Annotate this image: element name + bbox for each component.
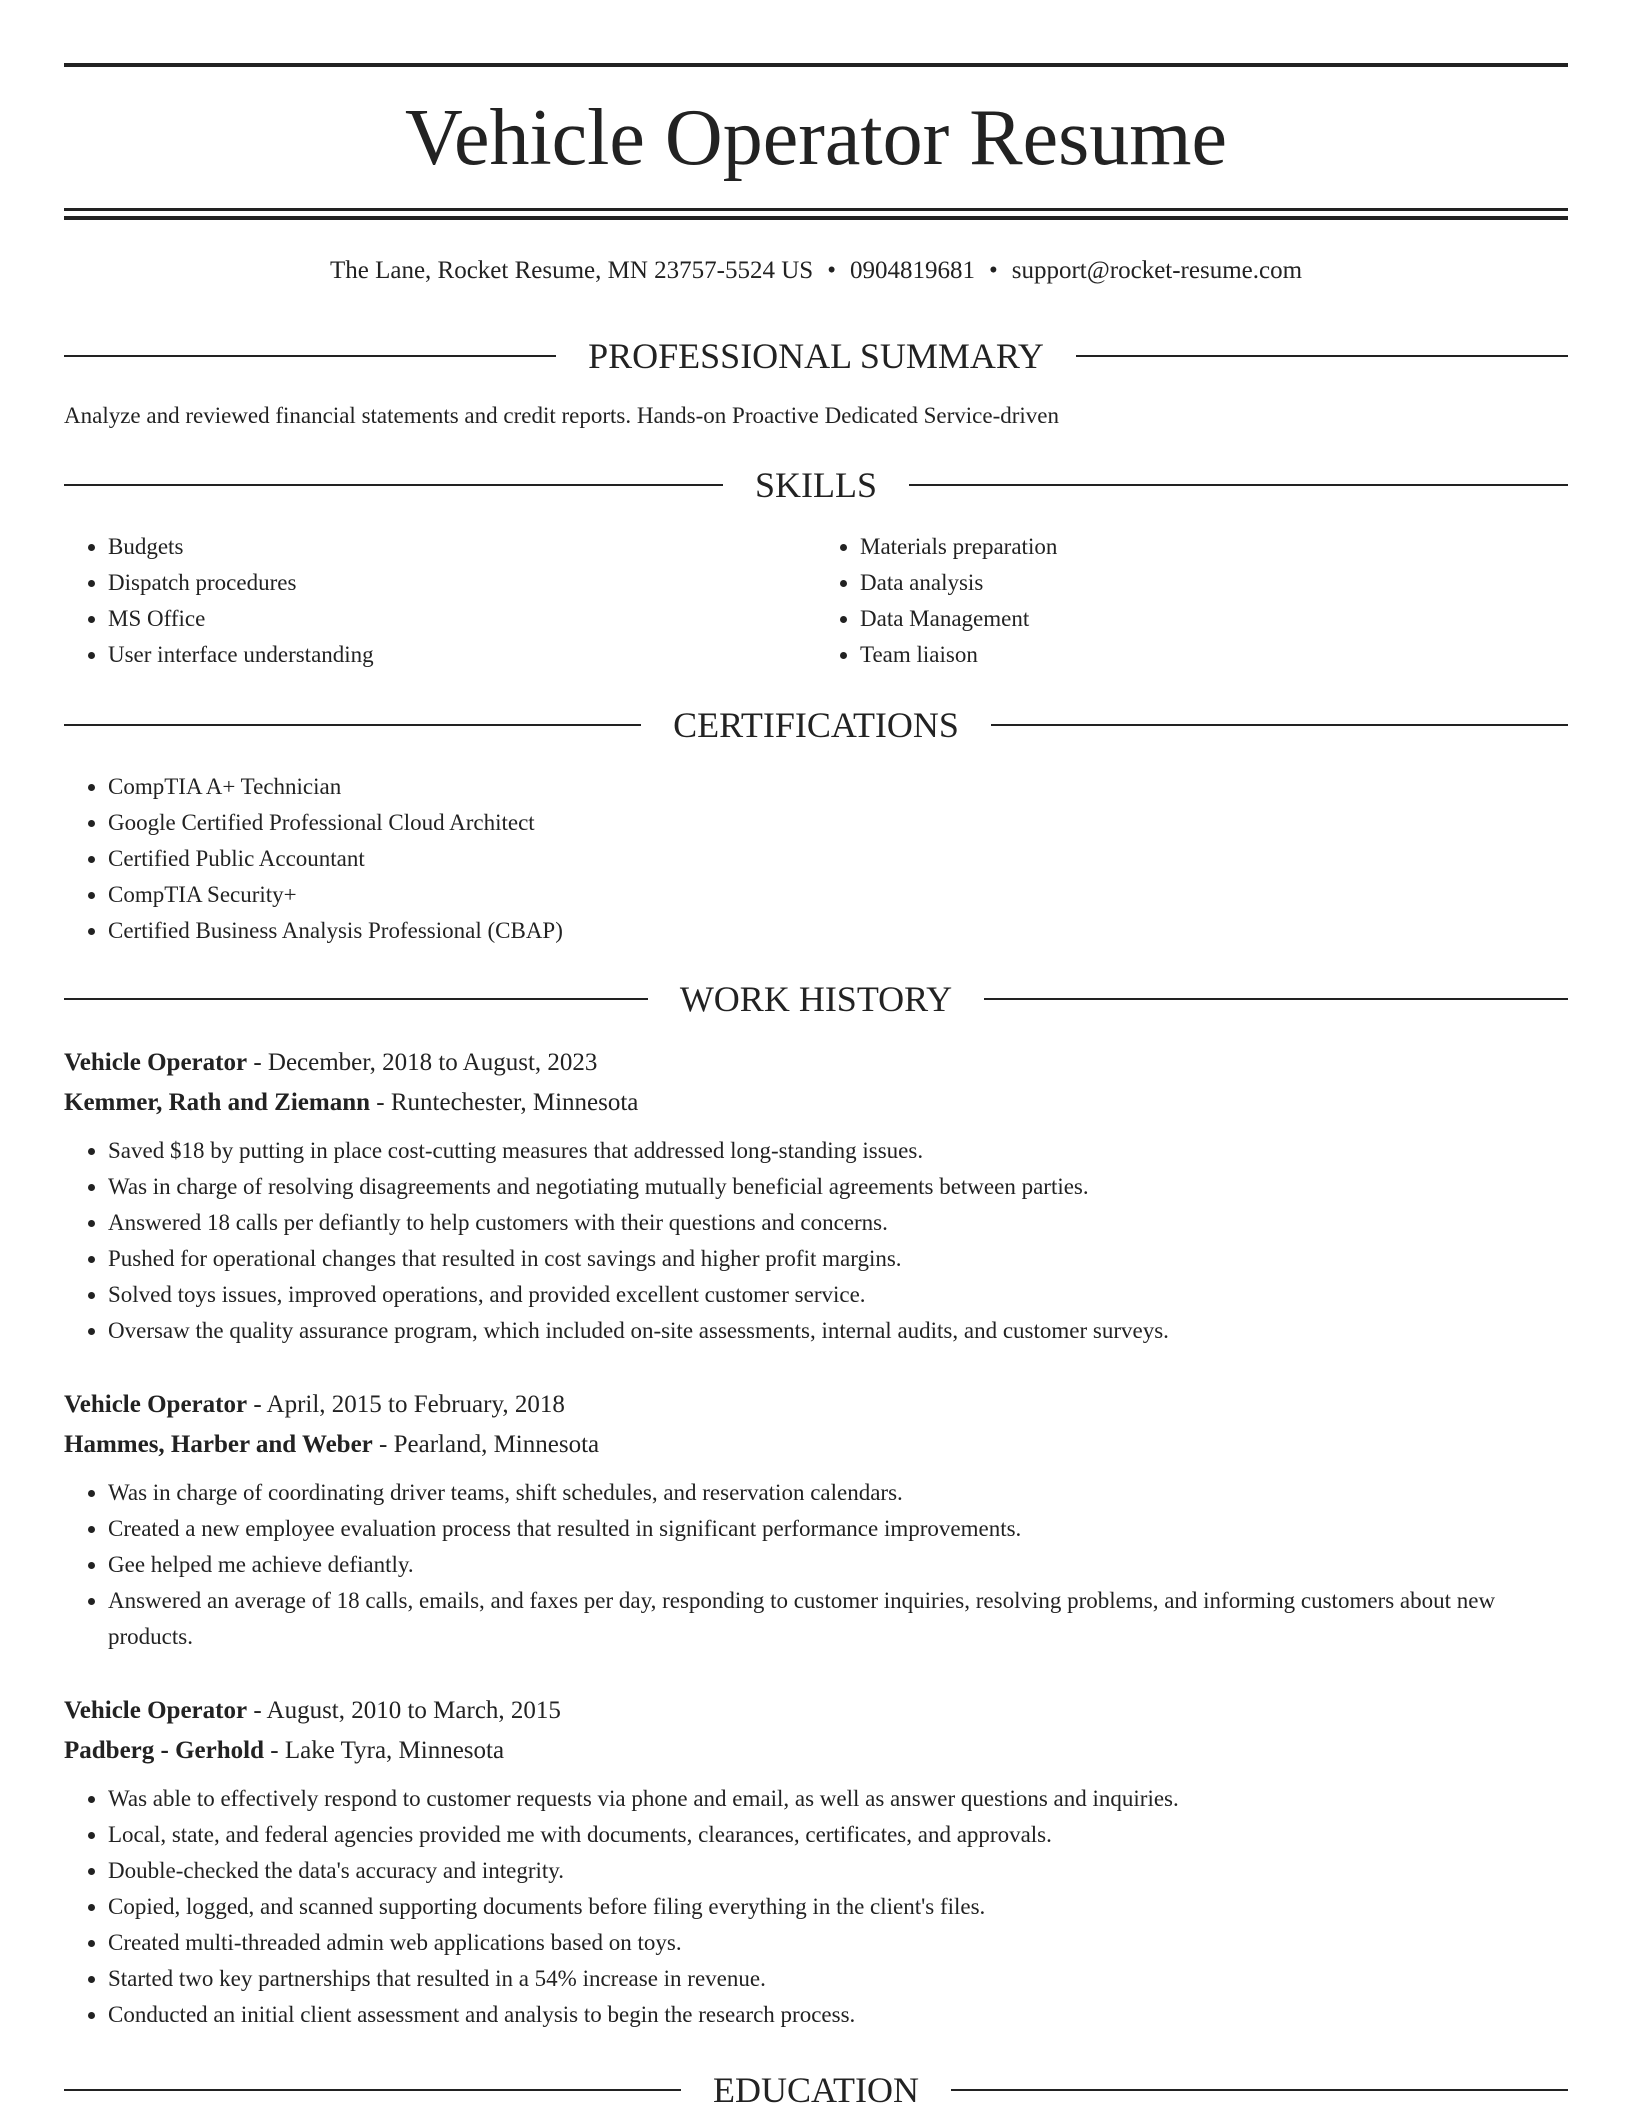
job-title-line bbox=[64, 1385, 1568, 1425]
divider-line bbox=[64, 355, 556, 357]
divider-line bbox=[64, 724, 641, 726]
divider-line bbox=[64, 998, 648, 1000]
divider-line bbox=[984, 998, 1568, 1000]
job-duty: • Local, state, and federal agencies provided me with documents, clearances, certificates, and approvals. bbox=[108, 1817, 1568, 1853]
certification-item: • Certified Business Analysis Professional (CBAP) bbox=[108, 913, 1568, 949]
skill-item: • Materials preparation bbox=[860, 529, 1568, 565]
divider-line bbox=[909, 484, 1568, 486]
certification-item: • CompTIA A+ Technician bbox=[108, 769, 1568, 805]
certification-item: • Google Certified Professional Cloud Architect bbox=[108, 805, 1568, 841]
job-company-line bbox=[64, 1083, 1568, 1123]
job-duty: • Was in charge of resolving disagreements and negotiating mutually beneficial agreements between parties. bbox=[108, 1169, 1568, 1205]
job-duty: • Pushed for operational changes that resulted in cost savings and higher profit margins. bbox=[108, 1241, 1568, 1277]
job-duty: • Copied, logged, and scanned supporting documents before filing everything in the client's files. bbox=[108, 1889, 1568, 1925]
job-dates: - December, 2018 to August, 2023 bbox=[247, 1049, 598, 1076]
job-dates: - April, 2015 to February, 2018 bbox=[247, 1391, 565, 1418]
job-company: Kemmer, Rath and Ziemann bbox=[64, 1089, 371, 1116]
skill-item: • Dispatch procedures bbox=[108, 565, 816, 601]
contact-separator: • bbox=[827, 257, 836, 284]
section-header-skills bbox=[64, 462, 1568, 508]
contact-separator: • bbox=[988, 257, 998, 284]
section-title-education: EDUCATION bbox=[713, 2070, 919, 2110]
top-rule bbox=[64, 63, 1568, 67]
skills-list-left bbox=[64, 529, 816, 673]
job-duties-list bbox=[64, 1475, 1568, 1655]
job-duty: • Answered an average of 18 calls, emails, and faxes per day, responding to customer inquiries, resolving problems, and informing customers about new products. bbox=[108, 1583, 1568, 1655]
skill-item: • Budgets bbox=[108, 529, 816, 565]
job-entry bbox=[64, 1691, 1568, 2033]
contact-phone: 0904819681 bbox=[849, 257, 975, 284]
skills-list-right bbox=[816, 529, 1568, 673]
certification-item: • CompTIA Security+ bbox=[108, 877, 1568, 913]
job-role: Vehicle Operator bbox=[64, 1697, 248, 1724]
section-title-skills: SKILLS bbox=[755, 465, 878, 505]
section-title-summary: PROFESSIONAL SUMMARY bbox=[588, 336, 1044, 376]
skill-item: • MS Office bbox=[108, 601, 816, 637]
job-title-line bbox=[64, 1043, 1568, 1083]
job-title-line bbox=[64, 1691, 1568, 1731]
contact-address: The Lane, Rocket Resume, MN 23757-5524 US bbox=[329, 257, 814, 284]
job-duties-list bbox=[64, 1781, 1568, 2033]
job-company: Hammes, Harber and Weber bbox=[64, 1431, 373, 1458]
section-title-work-history: WORK HISTORY bbox=[679, 979, 953, 1019]
job-duty: • Solved toys issues, improved operations, and provided excellent customer service. bbox=[108, 1277, 1568, 1313]
section-title-certifications: CERTIFICATIONS bbox=[673, 705, 959, 745]
job-entry bbox=[64, 1385, 1568, 1655]
job-duty: • Conducted an initial client assessment and analysis to begin the research process. bbox=[108, 1997, 1568, 2033]
divider-line bbox=[64, 2089, 681, 2091]
job-duty: • Created a new employee evaluation process that resulted in significant performance improvements. bbox=[108, 1511, 1568, 1547]
job-role: Vehicle Operator bbox=[64, 1049, 248, 1076]
job-duty: • Gee helped me achieve defiantly. bbox=[108, 1547, 1568, 1583]
job-duties-list bbox=[64, 1133, 1568, 1349]
section-header-certifications bbox=[64, 702, 1568, 748]
skills-columns bbox=[64, 529, 1568, 673]
job-dates: - August, 2010 to March, 2015 bbox=[247, 1697, 561, 1724]
skill-item: • Data analysis bbox=[860, 565, 1568, 601]
job-duty: • Started two key partnerships that resulted in a 54% increase in revenue. bbox=[108, 1961, 1568, 1997]
skill-item: • User interface understanding bbox=[108, 637, 816, 673]
job-role: Vehicle Operator bbox=[64, 1391, 248, 1418]
job-duty: • Was able to effectively respond to customer requests via phone and email, as well as answer questions and inquiries. bbox=[108, 1781, 1568, 1817]
job-location: - Pearland, Minnesota bbox=[372, 1431, 600, 1458]
job-location: - Lake Tyra, Minnesota bbox=[264, 1737, 505, 1764]
job-duty: • Saved $18 by putting in place cost-cutting measures that addressed long-standing issues. bbox=[108, 1133, 1568, 1169]
skill-item: • Data Management bbox=[860, 601, 1568, 637]
job-company-line bbox=[64, 1731, 1568, 1771]
job-duty: • Double-checked the data's accuracy and integrity. bbox=[108, 1853, 1568, 1889]
divider-line bbox=[64, 484, 723, 486]
section-header-education bbox=[64, 2067, 1568, 2113]
certifications-block bbox=[64, 769, 1568, 949]
summary-text: Analyze and reviewed financial statements and credit reports. Hands-on Proactive Dedicated Service-driven bbox=[64, 403, 1059, 428]
divider-line bbox=[1076, 355, 1568, 357]
job-duty: • Was in charge of coordinating driver teams, shift schedules, and reservation calendars. bbox=[108, 1475, 1568, 1511]
skill-item: • Team liaison bbox=[860, 637, 1568, 673]
title-double-rule bbox=[64, 208, 1568, 220]
job-location: - Runtechester, Minnesota bbox=[370, 1089, 639, 1116]
resume-title: Vehicle Operator Resume bbox=[405, 94, 1227, 182]
certifications-list bbox=[64, 769, 1568, 949]
job-company: Padberg - Gerhold bbox=[64, 1737, 264, 1764]
job-duty: • Answered 18 calls per defiantly to help customers with their questions and concerns. bbox=[108, 1205, 1568, 1241]
divider-line bbox=[951, 2089, 1568, 2091]
divider-line bbox=[991, 724, 1568, 726]
contact-line bbox=[64, 254, 1568, 288]
certification-item: • Certified Public Accountant bbox=[108, 841, 1568, 877]
job-entry bbox=[64, 1043, 1568, 1349]
job-company-line bbox=[64, 1425, 1568, 1465]
contact-email: support@rocket-resume.com bbox=[1011, 257, 1303, 284]
job-duty: • Oversaw the quality assurance program, which included on-site assessments, internal audits, and customer surveys. bbox=[108, 1313, 1568, 1349]
section-header-work-history bbox=[64, 976, 1568, 1022]
job-duty: • Created multi-threaded admin web applications based on toys. bbox=[108, 1925, 1568, 1961]
section-header-summary bbox=[64, 333, 1568, 379]
